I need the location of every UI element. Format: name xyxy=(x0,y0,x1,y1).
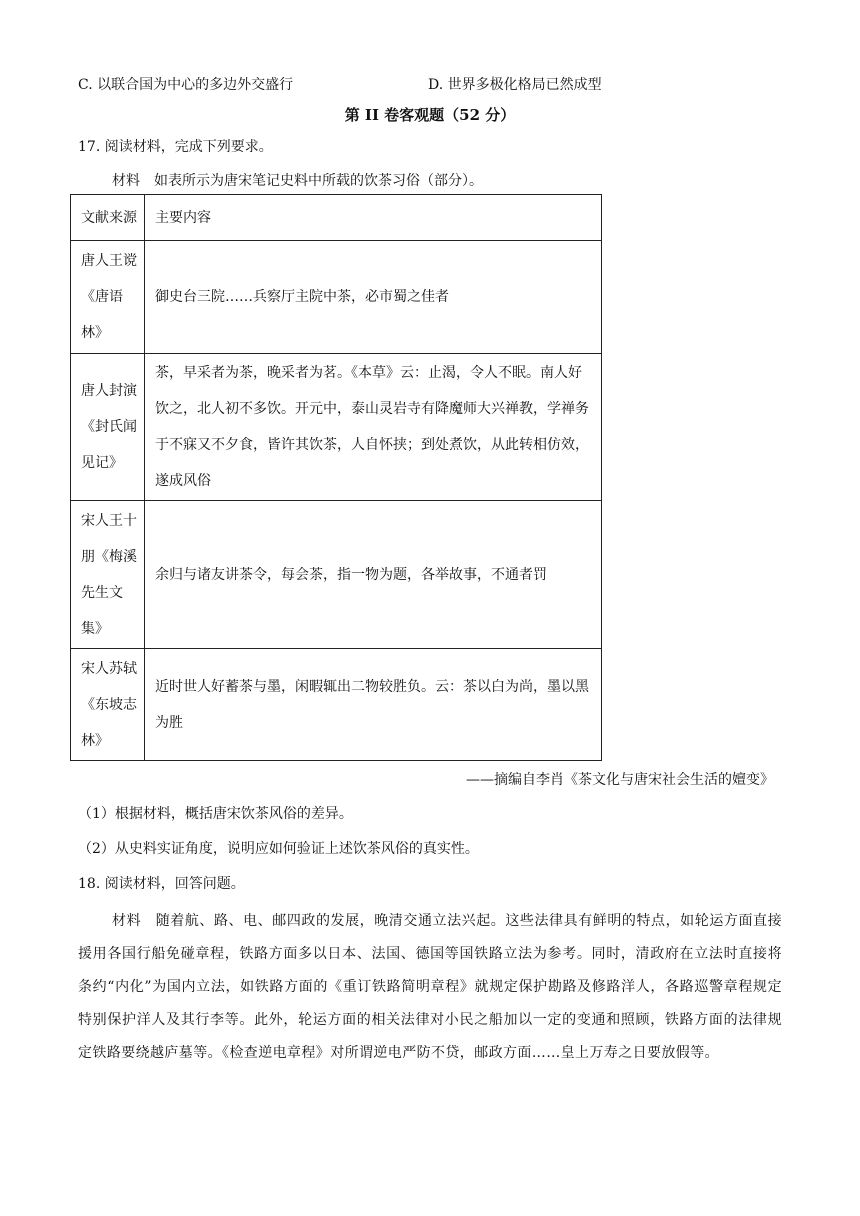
question-17-part-2: （2）从史料实证角度，说明应如何验证上述饮茶风俗的真实性。 xyxy=(78,841,479,857)
row-content: 近时世人好蓄茶与墨，闲暇辄出二物较胜负。云：茶以白为尚，墨以黑为胜 xyxy=(155,678,589,731)
tea-custom-table xyxy=(70,194,602,761)
row-content: 茶，早采者为茶，晚采者为茗。《本草》云：止渴，令人不眠。南人好饮之，北人初不多饮。开元中，泰山灵岩寺有降魔师大兴禅教，学禅务于不寐又不夕食，皆许其饮茶，人自怀挟；到处煮饮，从此转相仿效，遂成风俗 xyxy=(155,365,589,489)
header-source: 文献来源 xyxy=(71,195,145,241)
question-17-stem: 17. 阅读材料，完成下列要求。 xyxy=(78,139,273,155)
question-17-part-1: （1）根据材料，概括唐宋饮茶风俗的差异。 xyxy=(78,806,353,822)
row-content: 御史台三院……兵察厅主院中茶，必市蜀之佳者 xyxy=(155,289,449,305)
table-row xyxy=(71,241,602,354)
table-row xyxy=(71,649,602,761)
section-title: 第 II 卷客观题（52 分） xyxy=(344,106,516,124)
row-content: 余归与诸友讲茶令，每会茶，指一物为题，各举故事，不通者罚 xyxy=(155,566,547,583)
row-source: 唐人封演《封氏闻见记》 xyxy=(81,383,137,471)
citation: ——摘编自李肖《茶文化与唐宋社会生活的嬗变》 xyxy=(466,772,774,788)
table-header-row xyxy=(71,195,602,241)
row-source: 唐人王谠《唐语林》 xyxy=(81,253,137,341)
question-18-stem: 18. 阅读材料，回答问题。 xyxy=(78,876,245,892)
table-row xyxy=(71,354,602,501)
table-row xyxy=(71,501,602,649)
material-intro: 材料 如表所示为唐宋笔记史料中所载的饮茶习俗（部分）。 xyxy=(112,173,483,189)
row-source: 宋人苏轼《东坡志林》 xyxy=(81,660,137,749)
option-c: C. 以联合国为中心的多边外交盛行 xyxy=(78,77,294,93)
option-d: D. 世界多极化格局已然成型 xyxy=(428,77,602,93)
header-content: 主要内容 xyxy=(145,195,602,241)
question-18-material: 材料 随着航、路、电、邮四政的发展，晚清交通立法兴起。这些法律具有鲜明的特点，如轮运方面直接援用各国行船免碰章程，铁路方面多以日本、法国、德国等国铁路立法为参考。同时，清政府在立法时直接将条约“内化”为国内立法，如铁路方面的《重订铁路简明章程》就规定保护勘路及修路洋人，各路巡警章程规定特别保护洋人及其行李等。此外，轮运方面的相关法律对小民之船加以一定的变通和照顾，铁路方面的法律规定铁路要绕越庐墓等。《检查逆电章程》对所谓逆电严防不贷，邮政方面……皇上万寿之日要放假等。 xyxy=(78,913,782,1061)
row-source: 宋人王十朋《梅溪先生文集》 xyxy=(81,512,137,637)
